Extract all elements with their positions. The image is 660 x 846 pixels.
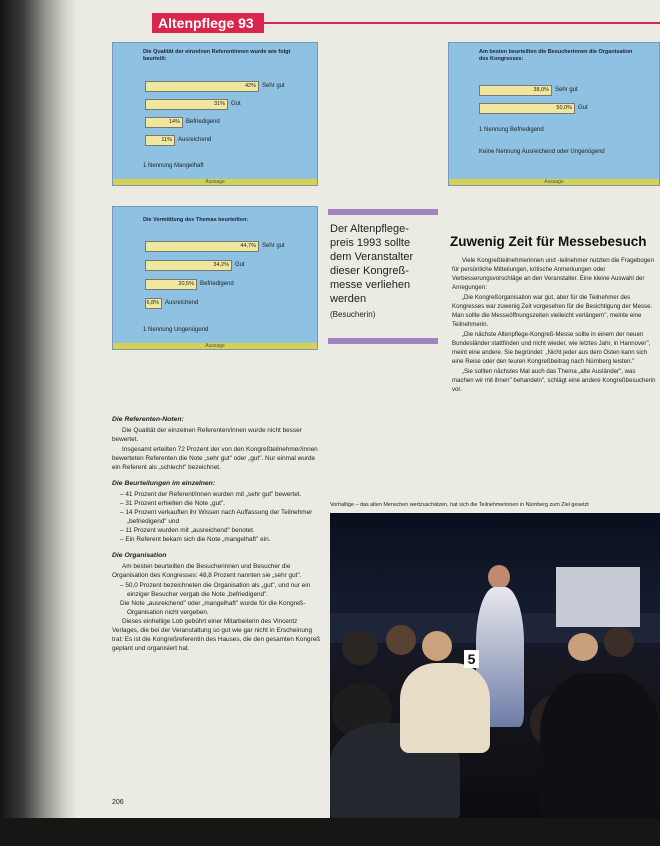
chart-note: Keine Nennung Ausreichend oder Ungenügend [479, 149, 605, 155]
pullquote-attribution: (Besucherin) [330, 310, 376, 319]
audience-head [604, 627, 634, 657]
chart-note: 1 Nennung Ungenügend [143, 327, 209, 333]
pullquote-rule-bottom [328, 338, 438, 344]
bar-category-label: Befriedigend [200, 281, 234, 287]
list-item: – 41 Prozent der Referent/innen wurden mit „sehr gut" bewertet. [120, 491, 302, 498]
bar-value-label: 38,0% [533, 87, 549, 93]
photo-number: 5 [464, 650, 479, 668]
bar-value-label: 42% [244, 83, 256, 89]
bar-value-label: 20,5% [178, 281, 194, 287]
ratings-list [112, 490, 322, 544]
bar-value-label: 44,7% [240, 243, 256, 249]
pullquote-rule-top [328, 209, 438, 215]
list-item: – 11 Prozent wurden mit „ausreichend" benotet. [120, 527, 255, 534]
list-item: – Ein Referent bekam sich die Note „mangelhaft" ein. [120, 536, 271, 543]
photo-caption: Vorhaltige – das alten Menschen wertzuschätzen, hat sich die Teilnehmerinnen in Nürnberg zum Ziel gesetzt [330, 502, 589, 508]
bar-category-label: Gut [578, 105, 588, 111]
bar-category-label: Ausreichend [165, 300, 199, 306]
audience-row [540, 673, 660, 818]
bar-value-label: 34,2% [213, 262, 229, 268]
article-paragraph: „Sie sollten nächstes Mal auch das Thema „alte Ausländer", was machen wir mit ihnen" behandeln", schlägt eine andere Kongreßbesucherin vor. [452, 368, 656, 393]
speaker-head [488, 565, 510, 589]
article-body [452, 256, 658, 395]
section-heading: Die Beurteilungen im einzelnen: [112, 480, 216, 487]
chart-organisation [448, 42, 660, 186]
article-paragraph: „Die Kongreßorganisation war gut, aber für die Teilnehmer des Kongresses war zuwenig Zeit vorgesehen für die Besichtigung der Messe. Man sollte die Messeöffnungszeiten vielleicht verlängern", meinte eine Teilnehmerin. [452, 294, 653, 328]
chart-title: Am besten beurteilten die Besucherinnen die Organisation des Kongresses: [479, 49, 633, 62]
bar-value-label: 50,0% [556, 105, 572, 111]
bar-category-label: Befriedigend [186, 119, 220, 125]
audience-photo [330, 513, 660, 818]
section-header: Altenpflege 93 [152, 13, 264, 33]
pullquote-line: messe verliehen [330, 279, 411, 291]
chart-title: Die Qualität der einzelnen Referentinnen wurde wie folgt beurteilt: [143, 49, 291, 62]
paragraph: Am besten beurteilten die Besucherinnen und Besucher die Organisation des Kongresses: 48,8 Prozent nannten sie „sehr gut". [112, 563, 302, 579]
list-item: – 50,0 Prozent bezeichneten die Organisation als „gut", und nur ein einziger Besucher vergab die Note „befriedigend". [120, 582, 311, 598]
chart-note: 1 Nennung Mangelhaft [143, 163, 204, 169]
audience-head [386, 625, 416, 655]
chart-title: Die Vermittlung des Themas beurteilten: [143, 217, 249, 223]
pullquote [330, 222, 434, 322]
bar-category-label: Gut [235, 262, 245, 268]
article-paragraph: „Die nächste Altenpflege-Kongreß-Messe sollte in einem der neuen Bundesländer stattfinden und nicht wieder, wie letztes Jahr, in Hannover", meint eine andere. Sie begründet: „Nicht jeder aus dem Osten kann sich eine Reise oder den teuren Kongreßbeitrag nach Nürnberg leisten." [452, 331, 651, 365]
paragraph: Insgesamt erteilten 72 Prozent der von den Kongreßteilnehmer/innen bewerteten Referenten die Note „sehr gut" oder „gut". Nur einmal wurde ein Referent als „schlecht" bezeichnet. [112, 446, 318, 471]
chart-referenten [112, 42, 318, 186]
list-item: Die Note „ausreichend" oder „mangelhaft" wurde für die Kongreß-Organisation nicht vergeben. [120, 600, 306, 616]
bar-category-label: Ausreichend [178, 137, 212, 143]
bar-value-label: 31% [213, 101, 225, 107]
article-heading: Zuwenig Zeit für Messebesuch [450, 234, 647, 249]
scan-bottom-edge [0, 818, 660, 846]
bar-category-label: Gut [231, 101, 241, 107]
audience-member [400, 663, 490, 753]
bar-category-label: Sehr gut [555, 87, 578, 93]
section-heading: Die Organisation [112, 552, 167, 559]
pullquote-line: Der Altenpflege- [330, 223, 409, 235]
organisation-list [112, 581, 322, 617]
bar-value-label: 6,8% [146, 300, 159, 306]
audience-head [342, 631, 378, 665]
pullquote-line: werden [330, 293, 367, 305]
book-spine [0, 0, 78, 846]
audience-head [568, 633, 598, 661]
chart-thema [112, 206, 318, 350]
article-paragraph: Viele Kongreßteilnehmerinnen und -teilnehmer nutzten die Fragebogen für persönliche Mitteilungen, kritische Anmerkungen oder Verbesserungsvorschläge an den Veranstalter. Eine kleine Auswahl der Anregungen: [452, 257, 654, 291]
header-rule [264, 22, 660, 24]
left-column [112, 408, 322, 654]
chart-note: 1 Nennung Befriedigend [479, 127, 544, 133]
pullquote-line: dem Veranstalter [330, 251, 414, 263]
bar-category-label: Sehr gut [262, 83, 285, 89]
section-heading: Die Referenten-Noten: [112, 416, 184, 423]
bar-category-label: Sehr gut [262, 243, 285, 249]
pullquote-line: preis 1993 sollte [330, 237, 411, 249]
bar-value-label: 11% [161, 137, 172, 143]
pullquote-line: dieser Kongreß- [330, 265, 409, 277]
list-item: – 14 Prozent verkauften ihr Wissen nach Auffassung der Teilnehmer „befriedigend" und [120, 509, 313, 525]
projection-screen [556, 567, 640, 627]
page-number: 206 [112, 799, 124, 806]
paragraph: Die Qualität der einzelnen Referenten/innen wurde nicht besser bewertet. [112, 427, 302, 443]
paragraph: Dieses einhellige Lob gebührt einer Mitarbeiterin des Vincentz Verlages, die bei der Veranstaltung so gut wie gar nicht in Erscheinung trat: Es ist die Kongreßreferentin des Hauses, die den gesamten Kongreß geplant und organisiert hat. [112, 618, 321, 652]
bar-value-label: 14% [168, 119, 180, 125]
chart-footer: Aussage [113, 343, 317, 349]
chart-footer: Aussage [449, 179, 659, 185]
audience-head [422, 631, 452, 661]
list-item: – 31 Prozent erhielten die Note „gut". [120, 500, 225, 507]
chart-footer: Aussage [113, 179, 317, 185]
